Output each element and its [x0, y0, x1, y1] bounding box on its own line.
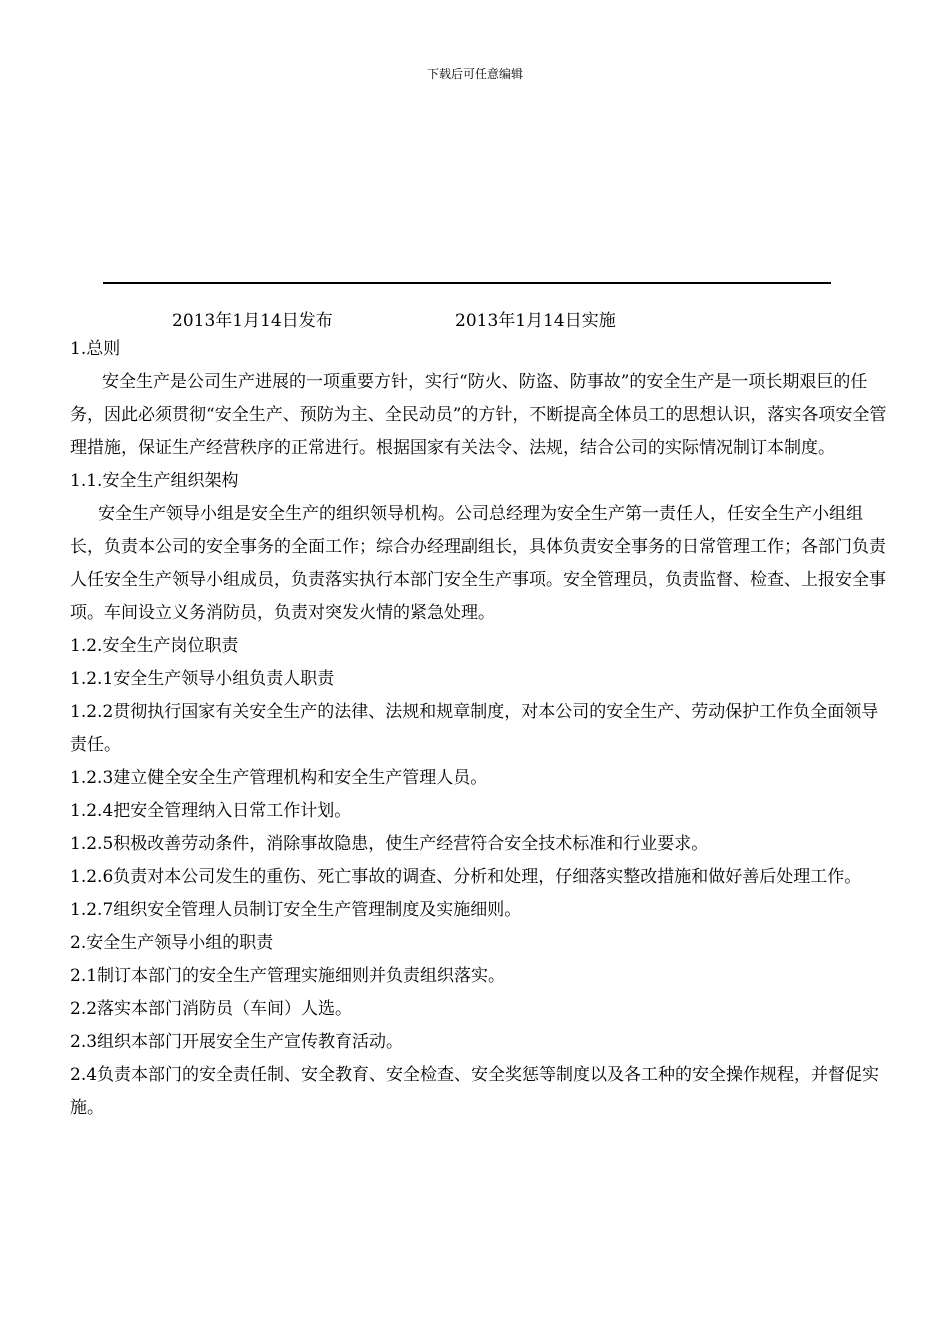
clause-item: 2.3组织本部门开展安全生产宣传教育活动。: [70, 1032, 404, 1052]
publish-date: 2013年1月14日发布: [172, 311, 333, 331]
horizontal-rule: [103, 282, 831, 284]
section-heading: 1.总则: [70, 339, 121, 359]
clause-item: 1.2.2贯彻执行国家有关安全生产的法律、法规和规章制度，对本公司的安全生产、劳动保护工作负全面领导责任。: [70, 702, 879, 755]
document-body: [70, 333, 890, 1125]
clause-item: 2.4负责本部门的安全责任制、安全教育、安全检查、安全奖惩等制度以及各工种的安全操作规程，并督促实施。: [70, 1065, 880, 1118]
header-note: 下载后可任意编辑: [426, 67, 523, 81]
clause-item: 1.2.7组织安全管理人员制订安全生产管理制度及实施细则。: [70, 900, 522, 920]
section-heading: 1.2.安全生产岗位职责: [70, 636, 239, 656]
clause-item: 2.1制订本部门的安全生产管理实施细则并负责组织落实。: [70, 966, 506, 986]
clause-item: 1.2.1安全生产领导小组负责人职责: [70, 669, 335, 689]
paragraph: 安全生产是公司生产进展的一项重要方针，实行“防火、防盗、防事故”的安全生产是一项长期艰巨的任务，因此必须贯彻“安全生产、预防为主、全民动员”的方针，不断提高全体员工的思想认识，落实各项安全管理措施，保证生产经营秩序的正常进行。根据国家有关法令、法规，结合公司的实际情况制订本制度。: [70, 372, 887, 458]
section-heading: 1.1.安全生产组织架构: [70, 471, 239, 491]
clause-item: 1.2.6负责对本公司发生的重伤、死亡事故的调查、分析和处理，仔细落实整改措施和做好善后处理工作。: [70, 867, 862, 887]
section-heading: 2.安全生产领导小组的职责: [70, 933, 274, 953]
date-line: [0, 308, 950, 334]
clause-item: 2.2落实本部门消防员（车间）人选。: [70, 999, 353, 1019]
paragraph: 安全生产领导小组是安全生产的组织领导机构。公司总经理为安全生产第一责任人，任安全生产小组组长，负责本公司的安全事务的全面工作；综合办经理副组长，具体负责安全事务的日常管理工作；各部门负责人任安全生产领导小组成员，负责落实执行本部门安全生产事项。安全管理员，负责监督、检查、上报安全事项。车间设立义务消防员，负责对突发火情的紧急处理。: [70, 504, 886, 623]
implement-date: 2013年1月14日实施: [455, 311, 616, 331]
clause-item: 1.2.3建立健全安全生产管理机构和安全生产管理人员。: [70, 768, 488, 788]
clause-item: 1.2.5积极改善劳动条件，消除事故隐患，使生产经营符合安全技术标准和行业要求。: [70, 834, 709, 854]
clause-item: 1.2.4把安全管理纳入日常工作计划。: [70, 801, 352, 821]
